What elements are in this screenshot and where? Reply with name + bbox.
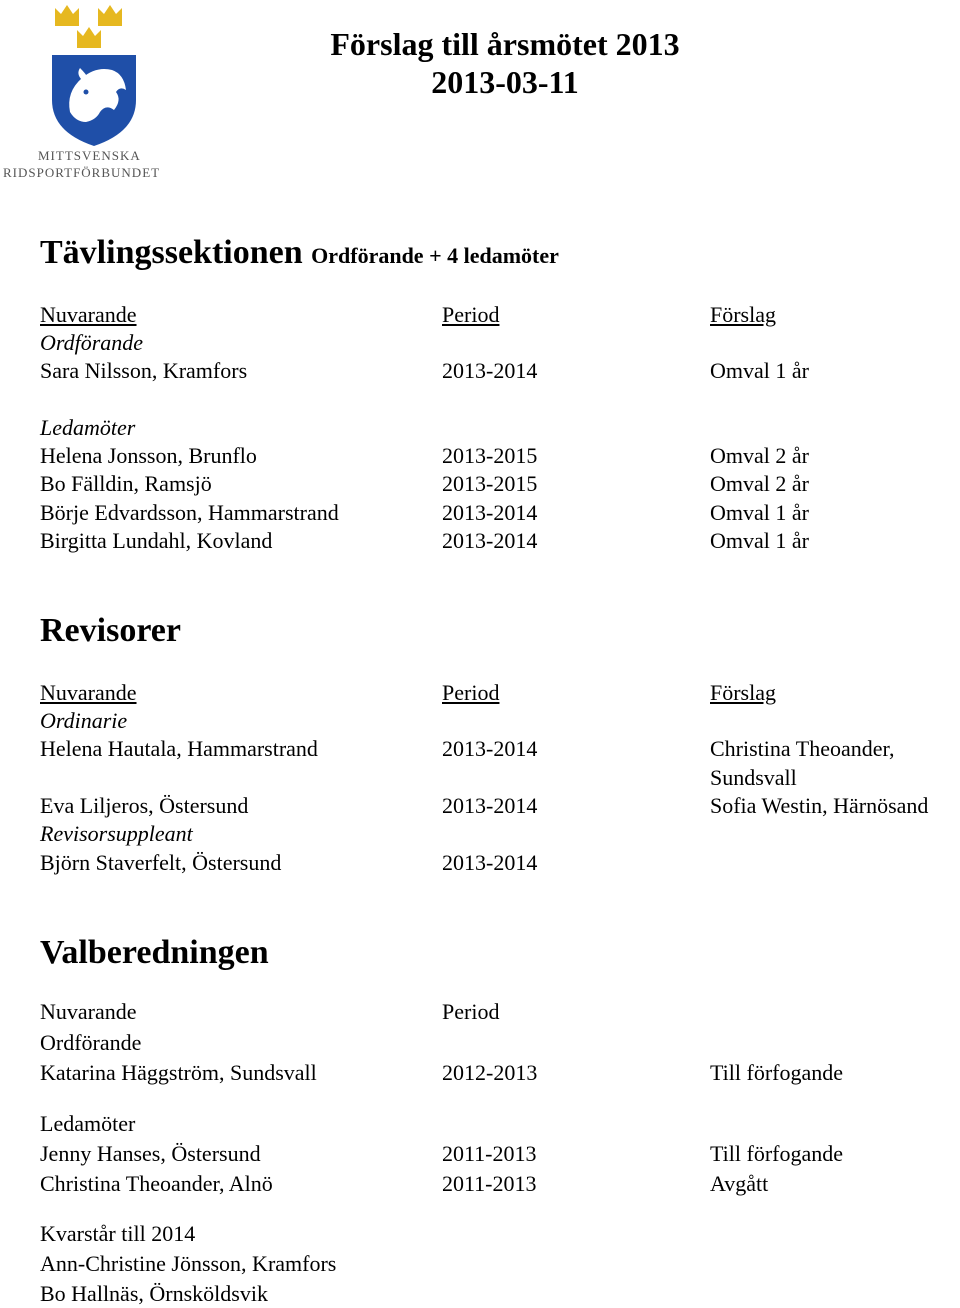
- valb-remaining-label: Kvarstår till 2014: [40, 1221, 196, 1246]
- valb-member-name: Christina Theoander, Alnö: [40, 1171, 273, 1196]
- revisor-name: Helena Hautala, Hammarstrand: [40, 736, 318, 761]
- tavling-chair-period: 2013-2014: [442, 358, 538, 383]
- tavling-chair-label: Ordförande: [40, 330, 144, 355]
- deputy-name: Björn Staverfelt, Östersund: [40, 850, 282, 875]
- tavling-member-name: Börje Edvardsson, Hammarstrand: [40, 500, 339, 525]
- tavling-member-name: Birgitta Lundahl, Kovland: [40, 528, 273, 553]
- deputy-period: 2013-2014: [442, 850, 538, 875]
- tavling-member-period: 2013-2015: [442, 443, 538, 468]
- valb-chair-label: Ordförande: [40, 1030, 142, 1055]
- tavling-chair-name: Sara Nilsson, Kramfors: [40, 358, 248, 383]
- tavling-member-period: 2013-2014: [442, 528, 538, 553]
- valb-header-current: Nuvarande: [40, 999, 137, 1024]
- revisorer-header-current: Nuvarande: [40, 680, 137, 705]
- revisorer-heading: Revisorer: [40, 612, 181, 649]
- page-title: Förslag till årsmötet 2013: [330, 26, 680, 62]
- page-date: 2013-03-11: [431, 64, 579, 100]
- tavling-header-proposal: Förslag: [710, 302, 776, 327]
- revisor-proposal-line1: Christina Theoander,: [710, 736, 895, 761]
- tavling-member-proposal: Omval 2 år: [710, 471, 809, 496]
- valb-member-name: Jenny Hanses, Östersund: [40, 1141, 261, 1166]
- revisor-period: 2013-2014: [442, 793, 538, 818]
- valb-member-period: 2011-2013: [442, 1171, 537, 1196]
- valb-member-period: 2011-2013: [442, 1141, 537, 1166]
- valb-chair-period: 2012-2013: [442, 1060, 538, 1085]
- tavling-member-name: Helena Jonsson, Brunflo: [40, 443, 257, 468]
- valb-chair-proposal: Till förfogande: [710, 1060, 844, 1085]
- tavling-header-period: Period: [442, 302, 500, 327]
- valberedningen-heading: Valberedningen: [40, 934, 269, 971]
- valb-members-label: Ledamöter: [40, 1111, 136, 1136]
- tavling-member-proposal: Omval 2 år: [710, 443, 809, 468]
- valb-remaining-name: Ann-Christine Jönsson, Kramfors: [40, 1251, 337, 1276]
- valb-header-period: Period: [442, 999, 500, 1024]
- revisorer-deputy-label: Revisorsuppleant: [40, 821, 193, 846]
- revisorer-header-period: Period: [442, 680, 500, 705]
- revisorer-ordinary-label: Ordinarie: [40, 708, 128, 733]
- tavling-member-proposal: Omval 1 år: [710, 528, 809, 553]
- logo-text-line1: MITTSVENSKA: [38, 148, 141, 163]
- valb-chair-name: Katarina Häggström, Sundsvall: [40, 1060, 317, 1085]
- section-heading-tavling: [40, 234, 559, 272]
- tavling-member-period: 2013-2014: [442, 500, 538, 525]
- tavling-header-current: Nuvarande: [40, 302, 137, 327]
- revisor-proposal: Sofia Westin, Härnösand: [710, 793, 929, 818]
- tavling-member-proposal: Omval 1 år: [710, 500, 809, 525]
- tavling-member-name: Bo Fälldin, Ramsjö: [40, 471, 212, 496]
- revisor-period: 2013-2014: [442, 736, 538, 761]
- valb-remaining-name: Bo Hallnäs, Örnsköldsvik: [40, 1281, 268, 1306]
- revisor-proposal-line2: Sundsvall: [710, 765, 797, 790]
- revisor-name: Eva Liljeros, Östersund: [40, 793, 249, 818]
- tavling-members-label: Ledamöter: [40, 415, 136, 440]
- valb-member-proposal: Avgått: [710, 1171, 769, 1196]
- tavling-chair-proposal: Omval 1 år: [710, 358, 809, 383]
- valb-member-proposal: Till förfogande: [710, 1141, 844, 1166]
- tavling-member-period: 2013-2015: [442, 471, 538, 496]
- revisorer-header-proposal: Förslag: [710, 680, 776, 705]
- tavling-heading: Tävlingssektionen: [40, 234, 303, 271]
- logo-text-line2: RIDSPORTFÖRBUNDET: [3, 165, 161, 180]
- tavling-subheading: Ordförande + 4 ledamöter: [311, 243, 559, 268]
